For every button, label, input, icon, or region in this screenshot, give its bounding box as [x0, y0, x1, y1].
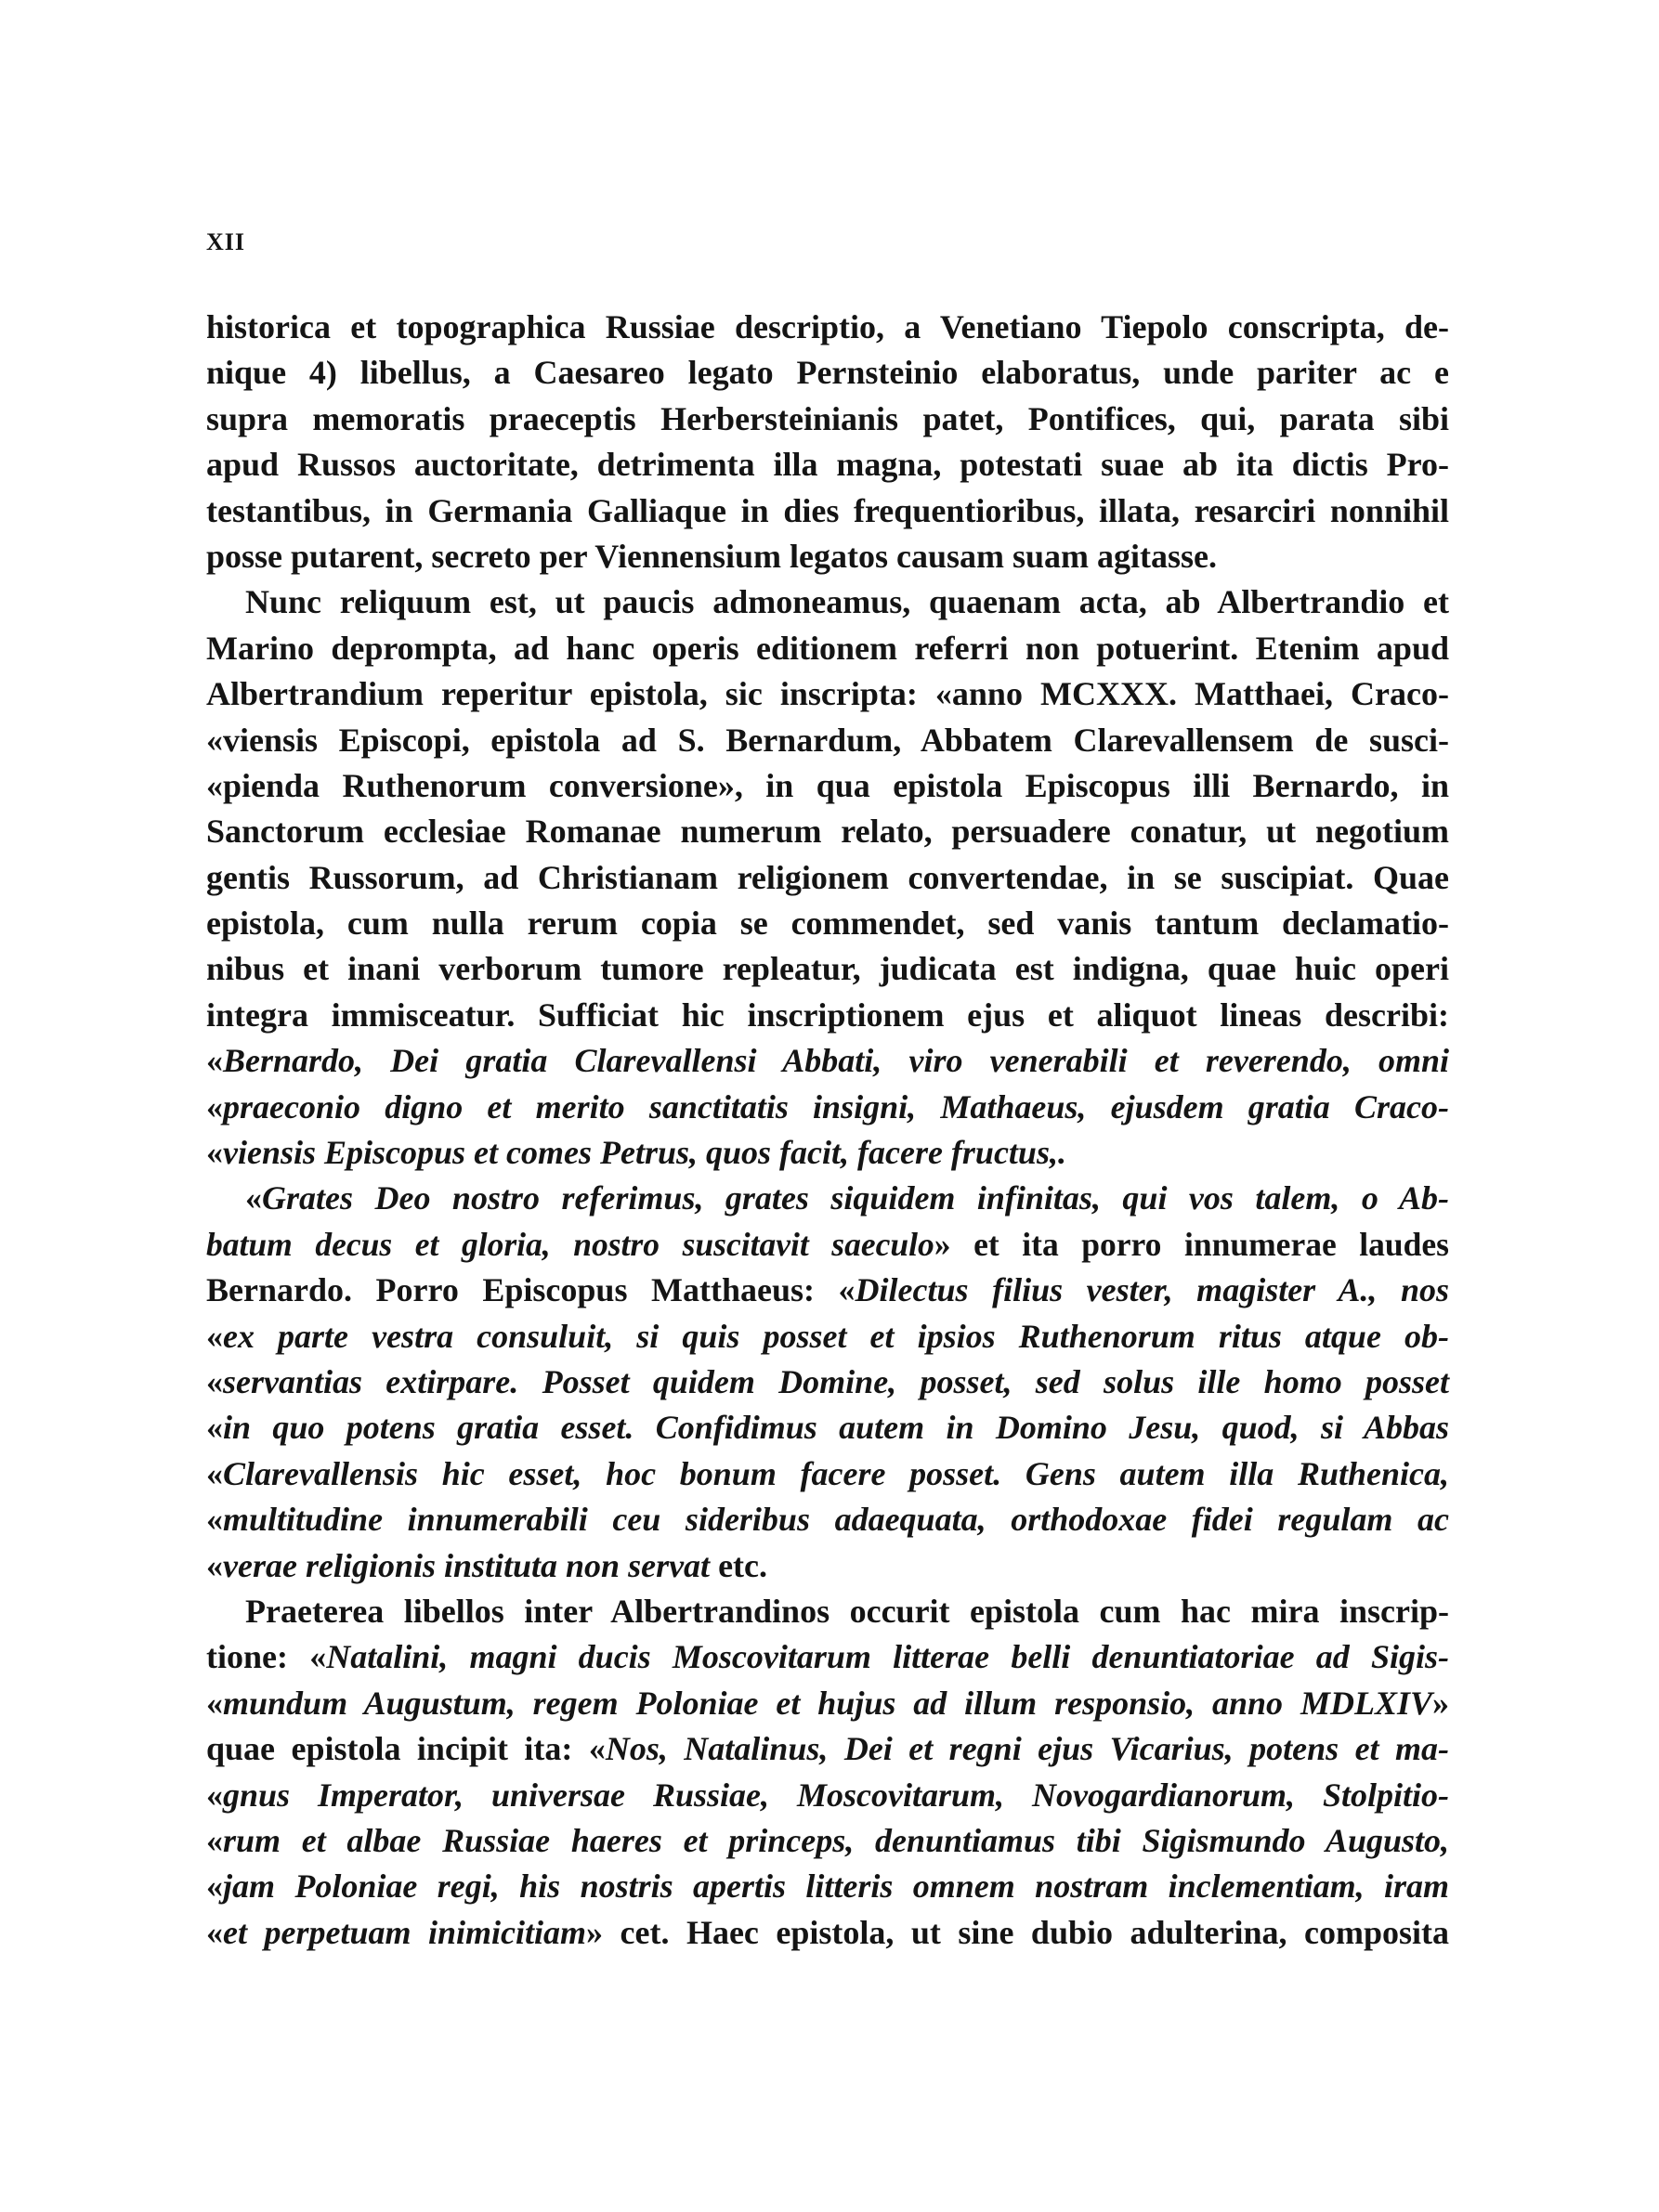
text-run: « — [206, 1913, 223, 1951]
text-run: » et ita porro innumerae laudes — [934, 1225, 1449, 1263]
italic-text-run: Grates Deo nostro referimus, grates siquidem infinitas, qui vos talem, o Ab- — [262, 1179, 1449, 1217]
text-line — [206, 1726, 1449, 1772]
italic-text-run: Nos, Natalinus, Dei et regni ejus Vicarius, potens et ma- — [605, 1730, 1449, 1768]
italic-text-run: verae religionis instituta non servat — [223, 1546, 711, 1584]
text-run: «pienda Ruthenorum conversione», in qua epistola Episcopus illi Bernardo, in — [206, 766, 1449, 804]
text-line — [206, 1405, 1449, 1451]
text-run: « — [206, 1821, 223, 1859]
italic-text-run: rum et albae Russiae haeres et princeps, denuntiamus tibi Sigismundo Augusto, — [223, 1821, 1449, 1859]
text-line — [206, 993, 1449, 1038]
italic-text-run: gnus Imperator, universae Russiae, Moscovitarum, Novogardianorum, Stolpitio- — [223, 1776, 1449, 1814]
text-run: posse putarent, secreto per Viennensium legatos causam suam agitasse. — [206, 537, 1217, 575]
body-text — [206, 305, 1449, 1956]
text-run: » cet. Haec epistola, ut sine dubio adulterina, composita — [586, 1913, 1449, 1951]
paragraph — [206, 579, 1449, 1176]
text-run: « — [206, 1317, 223, 1355]
text-run: «viensis Episcopi, epistola ad S. Bernardum, Abbatem Clarevallensem de susci- — [206, 721, 1449, 759]
text-line — [206, 1773, 1449, 1818]
text-line — [206, 946, 1449, 992]
italic-text-run: Clarevallensis hic esset, hoc bonum facere posset. Gens autem illa Ruthenica, — [223, 1454, 1449, 1492]
text-run: « — [206, 1501, 223, 1539]
text-line — [206, 579, 1449, 625]
text-line — [206, 350, 1449, 396]
text-run: Praeterea libellos inter Albertrandinos occurit epistola cum hac mira inscrip- — [245, 1592, 1449, 1630]
text-line — [206, 671, 1449, 717]
text-line — [206, 1314, 1449, 1360]
italic-text-run: multitudine innumerabili ceu sideribus adaequata, orthodoxae fidei regulam ac — [223, 1501, 1449, 1539]
text-line — [206, 1497, 1449, 1542]
text-run: quae epistola incipit ita: « — [206, 1730, 606, 1768]
text-line — [206, 1451, 1449, 1497]
text-line — [206, 763, 1449, 809]
text-run: supra memoratis praeceptis Herbersteinianis patet, Pontifices, qui, parata sibi — [206, 399, 1449, 437]
text-line — [206, 305, 1449, 350]
text-run: Marino deprompta, ad hanc operis editionem referri non potuerint. Etenim apud — [206, 629, 1449, 667]
text-run: Albertrandium reperitur epistola, sic inscripta: «anno MCXXX. Matthaei, Craco- — [206, 675, 1449, 713]
text-line — [206, 1085, 1449, 1130]
text-line — [206, 1222, 1449, 1268]
text-line — [206, 1130, 1449, 1176]
text-run: « — [206, 1684, 223, 1722]
italic-text-run: jam Poloniae regi, his nostris apertis litteris omnem nostram inclementiam, iram — [223, 1867, 1449, 1906]
text-run: « — [206, 1409, 223, 1447]
text-line — [206, 1864, 1449, 1909]
text-line — [206, 442, 1449, 488]
text-line — [206, 1176, 1449, 1221]
text-run: nique 4) libellus, a Caesareo legato Pernsteinio elaboratus, unde pariter ac e — [206, 354, 1449, 392]
italic-text-run: mundum Augustum, regem Poloniae et hujus ad illum responsio, anno MDLXIV — [223, 1684, 1432, 1722]
text-run: etc. — [710, 1546, 768, 1584]
italic-text-run: in quo potens gratia esset. Confidimus autem in Domino Jesu, quod, si Abbas — [223, 1409, 1449, 1447]
italic-text-run: et perpetuam inimicitiam — [223, 1913, 586, 1951]
text-run: testantibus, in Germania Galliaque in dies frequentioribus, illata, resarciri nonnihil — [206, 491, 1449, 529]
text-line — [206, 1681, 1449, 1726]
text-run: gentis Russorum, ad Christianam religionem convertendae, in se suscipiat. Quae — [206, 858, 1449, 896]
page-number: XII — [206, 228, 246, 255]
italic-text-run: viensis Episcopus et comes Petrus, quos facit, facere fructus,. — [223, 1134, 1066, 1172]
text-run: « — [206, 1776, 223, 1814]
italic-text-run: Bernardo, Dei gratia Clarevallensi Abbati, viro venerabili et reverendo, omni — [223, 1042, 1449, 1080]
text-line — [206, 1543, 1449, 1589]
italic-text-run: batum decus et gloria, nostro suscitavit saeculo — [206, 1225, 934, 1263]
text-run: « — [206, 1042, 223, 1080]
text-line — [206, 855, 1449, 901]
text-line — [206, 1634, 1449, 1680]
text-run: apud Russos auctoritate, detrimenta illa magna, potestati suae ab ita dictis Pro- — [206, 446, 1449, 484]
text-line — [206, 1268, 1449, 1313]
text-line — [206, 718, 1449, 763]
text-line — [206, 1910, 1449, 1956]
text-run: « — [206, 1546, 223, 1584]
text-run: « — [245, 1179, 262, 1217]
text-run: « — [206, 1867, 223, 1906]
text-line — [206, 534, 1449, 579]
text-run: « — [206, 1087, 223, 1126]
text-run: Bernardo. Porro Episcopus Matthaeus: « — [206, 1271, 856, 1309]
text-line — [206, 1038, 1449, 1084]
text-run: epistola, cum nulla rerum copia se commendet, sed vanis tantum declamatio- — [206, 904, 1449, 943]
paragraph — [206, 1176, 1449, 1589]
text-line — [206, 488, 1449, 534]
italic-text-run: Natalini, magni ducis Moscovitarum litterae belli denuntiatoriae ad Sigis- — [326, 1638, 1449, 1676]
text-line — [206, 1360, 1449, 1405]
text-run: « — [206, 1134, 223, 1172]
paragraph — [206, 305, 1449, 579]
text-run: Sanctorum ecclesiae Romanae numerum relato, persuadere conatur, ut negotium — [206, 813, 1449, 851]
text-line — [206, 626, 1449, 671]
text-line — [206, 809, 1449, 854]
text-line — [206, 397, 1449, 442]
text-line — [206, 1818, 1449, 1864]
text-run: tione: « — [206, 1638, 327, 1676]
text-line — [206, 901, 1449, 946]
text-run: nibus et inani verborum tumore repleatur, judicata est indigna, quae huic operi — [206, 950, 1449, 988]
paragraph — [206, 1589, 1449, 1956]
italic-text-run: servantias extirpare. Posset quidem Domine, posset, sed solus ille homo posset — [223, 1362, 1449, 1400]
italic-text-run: Dilectus filius vester, magister A., nos — [855, 1271, 1449, 1309]
text-run: integra immisceatur. Sufficiat hic inscriptionem ejus et aliquot lineas describi: — [206, 995, 1449, 1034]
text-run: « — [206, 1362, 223, 1400]
text-run: » — [1432, 1684, 1449, 1722]
italic-text-run: ex parte vestra consuluit, si quis posset et ipsios Ruthenorum ritus atque ob- — [223, 1317, 1449, 1355]
italic-text-run: praeconio digno et merito sanctitatis insigni, Mathaeus, ejusdem gratia Craco- — [223, 1087, 1449, 1126]
text-line — [206, 1589, 1449, 1634]
text-run: historica et topographica Russiae descriptio, a Venetiano Tiepolo conscripta, de- — [206, 308, 1449, 345]
text-run: Nunc reliquum est, ut paucis admoneamus, quaenam acta, ab Albertrandio et — [245, 583, 1449, 621]
text-run: « — [206, 1454, 223, 1492]
